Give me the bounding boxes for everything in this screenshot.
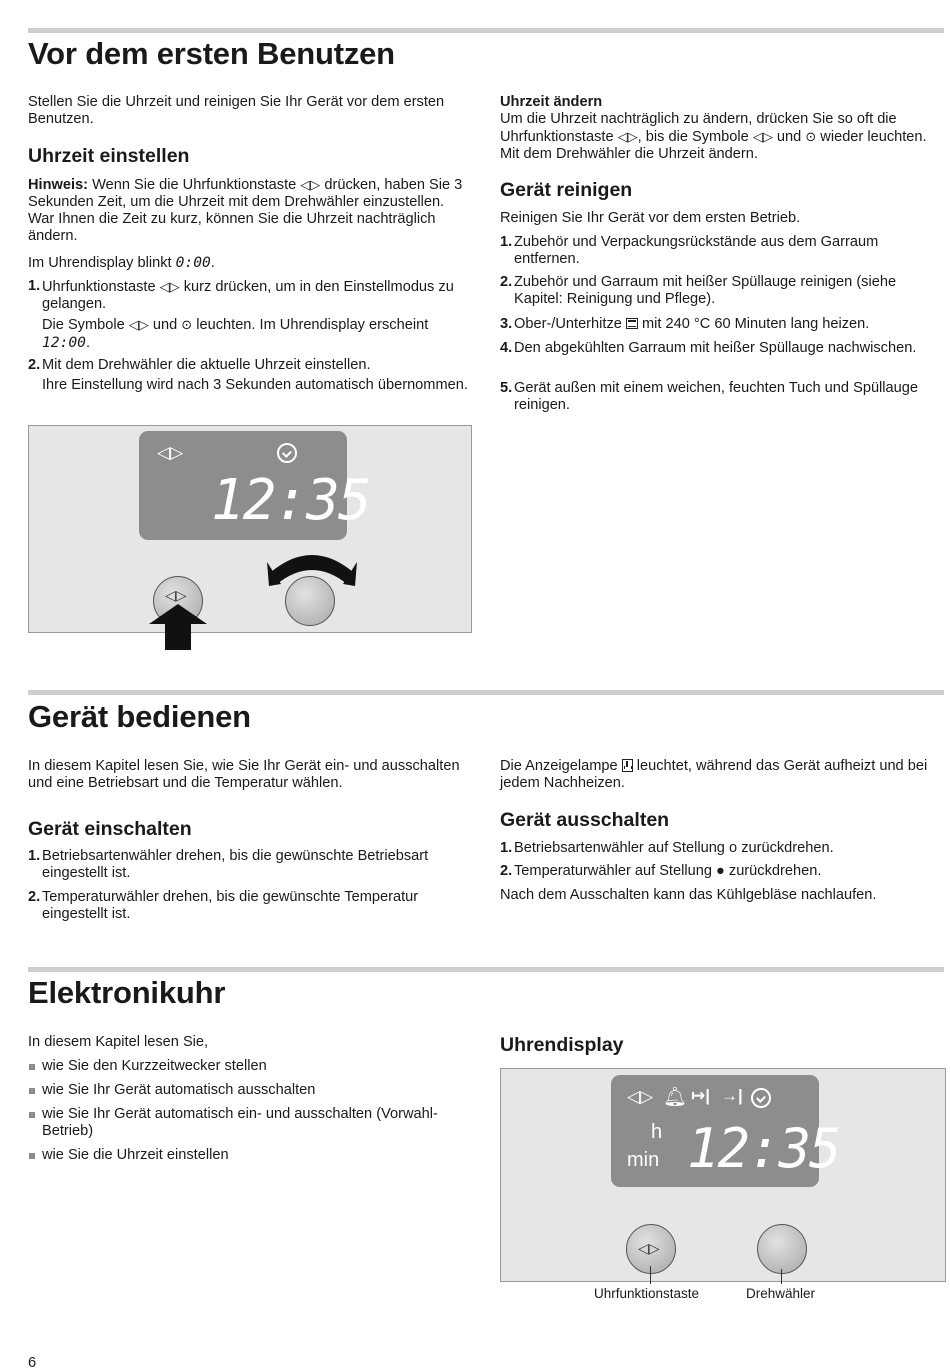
uhrzeit-aendern-text — [500, 111, 940, 163]
step-1-sub-value: 12:00 — [42, 334, 86, 351]
display-time: 12:35 — [211, 468, 370, 533]
step-1-sub: Die Symbole ◁▷ und ⊙ leuchten. Im Uhrendisplay erscheint 12:00. — [42, 317, 429, 351]
heading-uhrendisplay: Uhrendisplay — [500, 1034, 624, 1056]
reinigen-step-3 — [500, 316, 944, 333]
label-clock-function-button: Uhrfunktionstaste — [594, 1286, 700, 1301]
einschalten-step-1 — [28, 848, 474, 882]
bell-icon: 🔔︎ — [663, 1087, 688, 1108]
reinigen-step-1 — [500, 234, 944, 268]
step-1 — [28, 278, 470, 313]
section-rule — [28, 690, 944, 695]
reinigen-step-5 — [500, 380, 944, 414]
uhrzeit-aendern-text-a: Um die Uhrzeit nachträglich zu ändern, drücken Sie so oft die Uhrfunktionstaste — [500, 111, 897, 145]
step-number: 3. — [500, 316, 513, 332]
page-number: 6 — [28, 1355, 37, 1371]
off-position-symbol: o — [729, 840, 738, 856]
hinweis-text-a: Wenn Sie die Uhrfunktionstaste — [92, 177, 297, 193]
clock-function-icon: ◁▷ — [157, 443, 184, 462]
step-1-text-b: kurz drücken, um in den Einstellmodus zu gelangen. — [42, 279, 454, 312]
step-1-sub-b: leuchten. Im Uhrendisplay erscheint — [196, 317, 429, 333]
clock-display — [139, 431, 370, 540]
clock-icon: ⊙ — [181, 317, 193, 332]
uhrzeit-aendern-text-b: , bis die Symbole — [637, 129, 749, 145]
step-number: 4. — [500, 340, 513, 356]
step-text: Gerät außen mit einem weichen, feuchten Tuch und Spüllauge reinigen. — [514, 380, 919, 413]
clock-function-icon: ◁▷ — [300, 177, 321, 192]
section-title-elektronikuhr: Elektronikuhr — [28, 975, 226, 1010]
clock-function-icon: ◁▷ — [159, 279, 180, 294]
list-item: wie Sie die Uhrzeit einstellen — [28, 1147, 472, 1164]
clock-function-icon: ◁▷ — [752, 129, 773, 144]
heading-geraet-ausschalten: Gerät ausschalten — [500, 809, 670, 831]
heading-geraet-reinigen: Gerät reinigen — [500, 179, 633, 201]
heading-geraet-einschalten: Gerät einschalten — [28, 818, 192, 840]
step-number: 1. — [500, 840, 513, 856]
unit-hours: h — [651, 1121, 663, 1143]
list-item: wie Sie den Kurzzeitwecker stellen — [28, 1058, 472, 1075]
reinigen-step-4 — [500, 340, 944, 357]
lamp-text-a: Die Anzeigelampe — [500, 758, 618, 774]
step-number: 1. — [28, 278, 41, 294]
step-text: Temperaturwähler drehen, bis die gewünschte Temperatur eingestellt ist. — [42, 889, 419, 922]
label-rotary-knob: Drehwähler — [746, 1286, 816, 1301]
step-1-sub-a: Die Symbole — [42, 317, 125, 333]
heating-lamp-icon — [622, 759, 633, 772]
duration-icon: ↦| — [691, 1086, 711, 1105]
elektronikuhr-intro: In diesem Kapitel lesen Sie, — [28, 1034, 209, 1050]
reinigen-intro: Reinigen Sie Ihr Gerät vor dem ersten Betrieb. — [500, 210, 801, 226]
section-title-vor-dem-ersten-benutzen: Vor dem ersten Benutzen — [28, 36, 395, 71]
hinweis-text-b: drücken, haben Sie 3 Sekunden Zeit, um die Uhrzeit mit dem Drehwähler einzustellen. War Ihnen die Zeit zu kurz, können Sie die Uhrzeit nachträglich ändern. — [28, 177, 463, 244]
anzeigelampe-text — [500, 758, 942, 792]
step-number: 1. — [28, 848, 41, 864]
step-1-sub-und: und — [152, 317, 178, 333]
leader-line — [650, 1266, 651, 1284]
list-item: wie Sie Ihr Gerät automatisch ausschalten — [28, 1082, 472, 1099]
clock-icon — [277, 443, 297, 463]
einschalten-step-2 — [28, 889, 474, 923]
clock-icon: ⊙ — [805, 129, 817, 144]
step-number: 2. — [500, 863, 513, 879]
list-item: wie Sie Ihr Gerät automatisch ein- und ausschalten (Vorwahl-Betrieb) — [28, 1106, 472, 1140]
blink-value: 0:00 — [175, 254, 211, 271]
section-title-geraet-bedienen: Gerät bedienen — [28, 699, 251, 734]
reinigen-step-2 — [500, 274, 944, 308]
rotary-knob[interactable] — [757, 1224, 807, 1274]
step-1-text-a: Uhrfunktionstaste — [42, 279, 156, 295]
intro-text: Stellen Sie die Uhrzeit und reinigen Sie Ihr Gerät vor dem ersten Benutzen. — [28, 94, 445, 127]
section-rule — [28, 967, 944, 972]
press-arrow-icon — [147, 602, 209, 650]
display-time: 12:35 — [687, 1117, 840, 1180]
clock-icon — [751, 1088, 771, 1108]
heading-uhrzeit-einstellen: Uhrzeit einstellen — [28, 145, 190, 167]
rotate-arrow-icon — [267, 544, 357, 588]
clock-function-icon: ◁▷ — [638, 1240, 660, 1256]
step-text-b: zurückdrehen. — [741, 840, 834, 856]
step-text: Zubehör und Garraum mit heißer Spüllauge reinigen (siehe Kapitel: Reinigung und Pflege). — [514, 274, 897, 307]
ausschalten-note: Nach dem Ausschalten kann das Kühlgebläse nachlaufen. — [500, 887, 877, 903]
heading-uhrzeit-aendern: Uhrzeit ändern — [500, 94, 603, 110]
clock-function-button[interactable] — [626, 1224, 676, 1274]
hinweis-paragraph — [28, 176, 470, 245]
step-text-a: Betriebsartenwähler auf Stellung — [514, 840, 725, 856]
blink-text: Im Uhrendisplay blinkt — [28, 255, 172, 271]
lamp-text-b: leuchtet, während das Gerät aufheizt und bei jedem Nachheizen. — [500, 758, 928, 791]
hinweis-label: Hinweis: — [28, 177, 89, 193]
clock-function-icon: ◁▷ — [627, 1087, 654, 1106]
clock-function-icon: ◁▷ — [165, 587, 187, 603]
step-number: 2. — [28, 889, 41, 905]
step-text: Den abgekühlten Garraum mit heißer Spüllauge nachwischen. — [514, 340, 917, 356]
step-number: 5. — [500, 380, 513, 396]
end-time-icon: →| — [721, 1086, 743, 1105]
unit-minutes: min — [627, 1149, 660, 1171]
step-2-text: Mit dem Drehwähler die aktuelle Uhrzeit einstellen. — [42, 357, 371, 373]
step-text-b: mit 240 °C 60 Minuten lang heizen. — [642, 316, 870, 332]
control-panel-illustration — [28, 425, 472, 633]
clock-function-icon: ◁▷ — [128, 317, 149, 332]
step-2-sub: Ihre Einstellung wird nach 3 Sekunden automatisch übernommen. — [42, 377, 468, 393]
step-text-b: zurückdrehen. — [728, 863, 822, 879]
top-bottom-heat-icon — [626, 318, 638, 329]
step-number: 2. — [500, 274, 513, 290]
step-number: 2. — [28, 357, 41, 373]
step-number: 1. — [500, 234, 513, 250]
uhrzeit-aendern-und: und — [776, 129, 802, 145]
ausschalten-step-1 — [500, 840, 944, 857]
step-2 — [28, 357, 470, 374]
clock-display — [611, 1075, 840, 1187]
clock-panel-illustration — [500, 1068, 946, 1282]
section-rule — [28, 28, 944, 33]
step-text-a: Ober-/Unterhitze — [514, 316, 622, 332]
leader-line — [781, 1269, 782, 1284]
ausschalten-step-2 — [500, 863, 944, 880]
step-text: Zubehör und Verpackungsrückstände aus dem Garraum entfernen. — [514, 234, 879, 267]
step-text: Betriebsartenwähler drehen, bis die gewünschte Betriebsart eingestellt ist. — [42, 848, 429, 881]
blink-line: Im Uhrendisplay blinkt 0:00. — [28, 254, 215, 271]
off-position-symbol: ● — [716, 863, 725, 879]
step-text-a: Temperaturwähler auf Stellung — [514, 863, 712, 879]
uhrzeit-aendern-text-c: wieder leuchten. Mit dem Drehwähler die Uhrzeit ändern. — [500, 129, 927, 162]
bedienen-intro: In diesem Kapitel lesen Sie, wie Sie Ihr Gerät ein- und ausschalten und eine Betriebsart und die Temperatur wählen. — [28, 758, 460, 791]
clock-function-icon: ◁▷ — [617, 129, 638, 144]
